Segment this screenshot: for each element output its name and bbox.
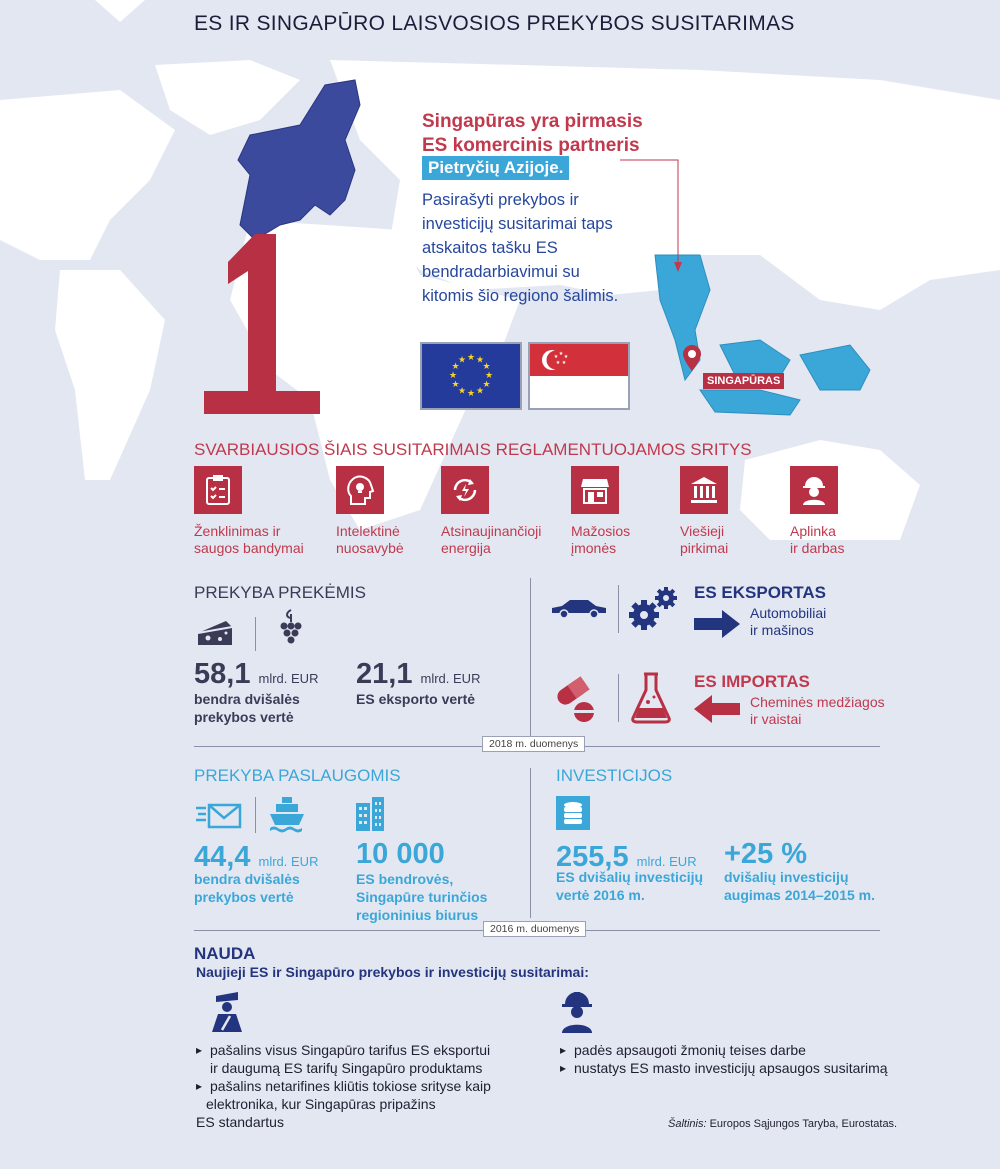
- headline-highlight: Pietryčių Azijoje.: [422, 156, 569, 180]
- svg-text:★: ★: [448, 371, 458, 381]
- investment-title: INVESTICIJOS: [556, 766, 673, 785]
- svg-text:★: ★: [482, 362, 491, 372]
- goods-export-unit: mlrd. EUR: [420, 671, 481, 686]
- divider: [255, 617, 256, 651]
- flask-icon: [630, 672, 672, 724]
- headline-line-2: ES komercinis partneris: [422, 135, 640, 156]
- export-arrow-icon: [694, 610, 740, 638]
- svg-text:★: ★: [475, 386, 485, 397]
- stat-desc-line: augimas 2014–2015 m.: [724, 887, 875, 903]
- svg-text:★: ★: [561, 360, 567, 366]
- import-title: ES IMPORTAS: [694, 672, 810, 691]
- pills-icon: [554, 676, 598, 724]
- export-title: ES EKSPORTAS: [694, 583, 826, 602]
- worker-helmet-icon: [558, 990, 596, 1034]
- benefits-subtitle: Naujieji ES ir Singapūro prekybos ir investicijų susitarimai:: [196, 964, 589, 980]
- area-label-environment: [790, 523, 844, 557]
- investment-total-desc: [556, 868, 703, 904]
- intro-line: bendradarbiavimui su: [422, 263, 580, 281]
- stat-desc-line: prekybos vertė: [194, 709, 294, 725]
- area-label-line: Aplinka: [790, 523, 836, 539]
- area-label-line: Viešieji: [680, 523, 725, 539]
- public-building-icon: [680, 466, 728, 514]
- eu-flag-icon: [420, 342, 522, 410]
- section-divider: [530, 768, 531, 918]
- area-label-procurement: [680, 523, 728, 557]
- area-label-line: įmonės: [571, 540, 617, 556]
- goods-total-stat: [194, 658, 318, 691]
- office-buildings-icon: [354, 797, 386, 831]
- coins-database-icon: [556, 796, 590, 830]
- goods-total-unit: mlrd. EUR: [258, 671, 319, 686]
- svg-text:★: ★: [563, 354, 569, 360]
- divider: [618, 585, 619, 633]
- section-divider: [530, 578, 531, 738]
- goods-export-value: 21,1: [356, 658, 413, 690]
- benefit-right-2: [574, 1059, 888, 1077]
- benefit-left-1: [210, 1041, 490, 1077]
- area-label-line: ir darbas: [790, 540, 845, 556]
- svg-text:★: ★: [558, 351, 564, 357]
- investment-growth-desc: [724, 868, 875, 904]
- corner-triangle: [95, 0, 145, 22]
- investment-total-value: 255,5: [556, 841, 629, 873]
- big-number-one: [200, 226, 325, 416]
- small-shop-icon: [571, 466, 619, 514]
- services-total-value: 44,4: [194, 841, 251, 873]
- stat-desc-line: prekybos vertė: [194, 889, 294, 905]
- area-label-smes: [571, 523, 630, 557]
- grapes-icon: [276, 608, 306, 652]
- goods-total-value: 58,1: [194, 658, 251, 690]
- import-label: [750, 694, 885, 728]
- benefit-right-1: [574, 1041, 806, 1059]
- benefit-line: ES standartus: [196, 1114, 284, 1130]
- import-label-line: ir vaistai: [750, 711, 802, 727]
- intro-text: [422, 188, 667, 308]
- goods-total-desc: [194, 690, 300, 726]
- worker-helmet-icon: [790, 466, 838, 514]
- lightbulb-head-icon: [336, 466, 384, 514]
- export-label-line: ir mašinos: [750, 622, 814, 638]
- area-label-line: Intelektinė: [336, 523, 400, 539]
- divider: [255, 797, 256, 833]
- svg-text:★: ★: [484, 371, 494, 381]
- intro-line: kitomis šio regiono šalimis.: [422, 287, 619, 305]
- area-label-line: pirkimai: [680, 540, 729, 556]
- source-label: Šaltinis:: [668, 1118, 707, 1130]
- area-label-line: energija: [441, 540, 491, 556]
- svg-text:★: ★: [451, 362, 460, 372]
- stat-desc-line: ES bendrovės,: [356, 871, 454, 887]
- ship-icon: [268, 795, 306, 835]
- area-label-line: nuosavybė: [336, 540, 404, 556]
- map-americas: [0, 90, 175, 260]
- benefit-line: ir daugumą ES tarifų Singapūro produktams: [210, 1060, 483, 1076]
- car-icon: [550, 597, 608, 619]
- area-label-energy: [441, 523, 541, 557]
- stat-desc-line: Singapūre turinčios: [356, 889, 488, 905]
- benefit-left-2: [196, 1077, 491, 1131]
- services-companies-desc: [356, 870, 487, 924]
- services-total-desc: [194, 870, 300, 906]
- singapore-flag-icon: [528, 342, 630, 410]
- benefit-line: ▸ pašalins netarifines kliūtis tokiose srityse kaip: [210, 1077, 491, 1095]
- source-note: [668, 1118, 897, 1130]
- areas-title: SVARBIAUSIOS ŠIAIS SUSITARIMAIS REGLAMENTUOJAMOS SRITYS: [194, 440, 752, 459]
- svg-text:★: ★: [466, 353, 476, 363]
- intro-line: atskaitos tašku ES: [422, 239, 558, 257]
- customs-officer-icon: [208, 990, 246, 1034]
- svg-text:★: ★: [482, 380, 491, 390]
- email-icon: [196, 803, 242, 829]
- import-label-line: Cheminės medžiagos: [750, 694, 885, 710]
- benefit-line: ▸ pašalins visus Singapūro tarifus ES eksportui: [210, 1041, 490, 1059]
- intro-line: investicijų susitarimai taps: [422, 215, 613, 233]
- area-label-line: Mažosios: [571, 523, 631, 539]
- cheese-icon: [196, 617, 234, 649]
- divider: [618, 674, 619, 722]
- investment-growth-value: +25 %: [724, 838, 808, 870]
- export-label: [750, 605, 826, 639]
- stat-desc-line: regioninius biurus: [356, 907, 479, 923]
- map-greenland: [155, 60, 300, 135]
- services-title: PREKYBA PASLAUGOMIS: [194, 766, 401, 785]
- data-year-note: 2016 m. duomenys: [483, 921, 586, 937]
- area-label-line: saugos bandymai: [194, 540, 304, 556]
- headline: [422, 110, 643, 158]
- benefits-title: NAUDA: [194, 944, 256, 963]
- services-total-unit: mlrd. EUR: [258, 854, 319, 869]
- stat-desc-line: dvišalių investicijų: [724, 869, 849, 885]
- renewable-energy-icon: [441, 466, 489, 514]
- svg-text:★: ★: [553, 354, 559, 360]
- svg-text:★: ★: [457, 355, 467, 366]
- goods-export-stat: [356, 658, 480, 691]
- area-label-labelling: [194, 523, 304, 557]
- singapore-map-label: SINGAPŪRAS: [703, 373, 784, 389]
- location-pin-icon: [683, 345, 701, 371]
- source-text: Europos Sąjungos Taryba, Eurostatas.: [709, 1118, 898, 1130]
- stat-desc-line: vertė 2016 m.: [556, 887, 645, 903]
- intro-line: Pasirašyti prekybos ir: [422, 191, 579, 209]
- area-label-ip: [336, 523, 404, 557]
- headline-line-1: Singapūras yra pirmasis: [422, 111, 643, 132]
- export-label-line: Automobiliai: [750, 605, 827, 621]
- stat-desc-line: bendra dvišalės: [194, 691, 300, 707]
- svg-text:★: ★: [466, 389, 476, 399]
- page-title: ES IR SINGAPŪRO LAISVOSIOS PREKYBOS SUSITARIMAS: [194, 12, 795, 35]
- svg-text:★: ★: [555, 360, 561, 366]
- goods-title: PREKYBA PREKĖMIS: [194, 583, 366, 602]
- stat-desc-line: bendra dvišalės: [194, 871, 300, 887]
- svg-text:★: ★: [457, 386, 467, 397]
- import-arrow-icon: [694, 695, 740, 723]
- goods-export-desc: ES eksporto vertė: [356, 691, 476, 707]
- data-year-note: 2018 m. duomenys: [482, 736, 585, 752]
- benefit-line: elektronika, kur Singapūras pripažins: [206, 1096, 436, 1112]
- area-label-line: Ženklinimas ir: [194, 523, 281, 539]
- benefit-line: ▸ nustatys ES masto investicijų apsaugos susitarimą: [574, 1059, 888, 1077]
- area-label-line: Atsinaujinančioji: [441, 523, 542, 539]
- investment-total-unit: mlrd. EUR: [636, 854, 697, 869]
- stat-desc-line: ES dvišalių investicijų: [556, 869, 704, 885]
- benefit-line: ▸ padės apsaugoti žmonių teises darbe: [574, 1041, 806, 1059]
- svg-text:★: ★: [451, 380, 460, 390]
- gears-icon: [628, 585, 680, 633]
- map-south-america: [55, 270, 165, 480]
- clipboard-checklist-icon: [194, 466, 242, 514]
- svg-text:★: ★: [475, 355, 485, 366]
- services-companies-value: 10 000: [356, 838, 445, 870]
